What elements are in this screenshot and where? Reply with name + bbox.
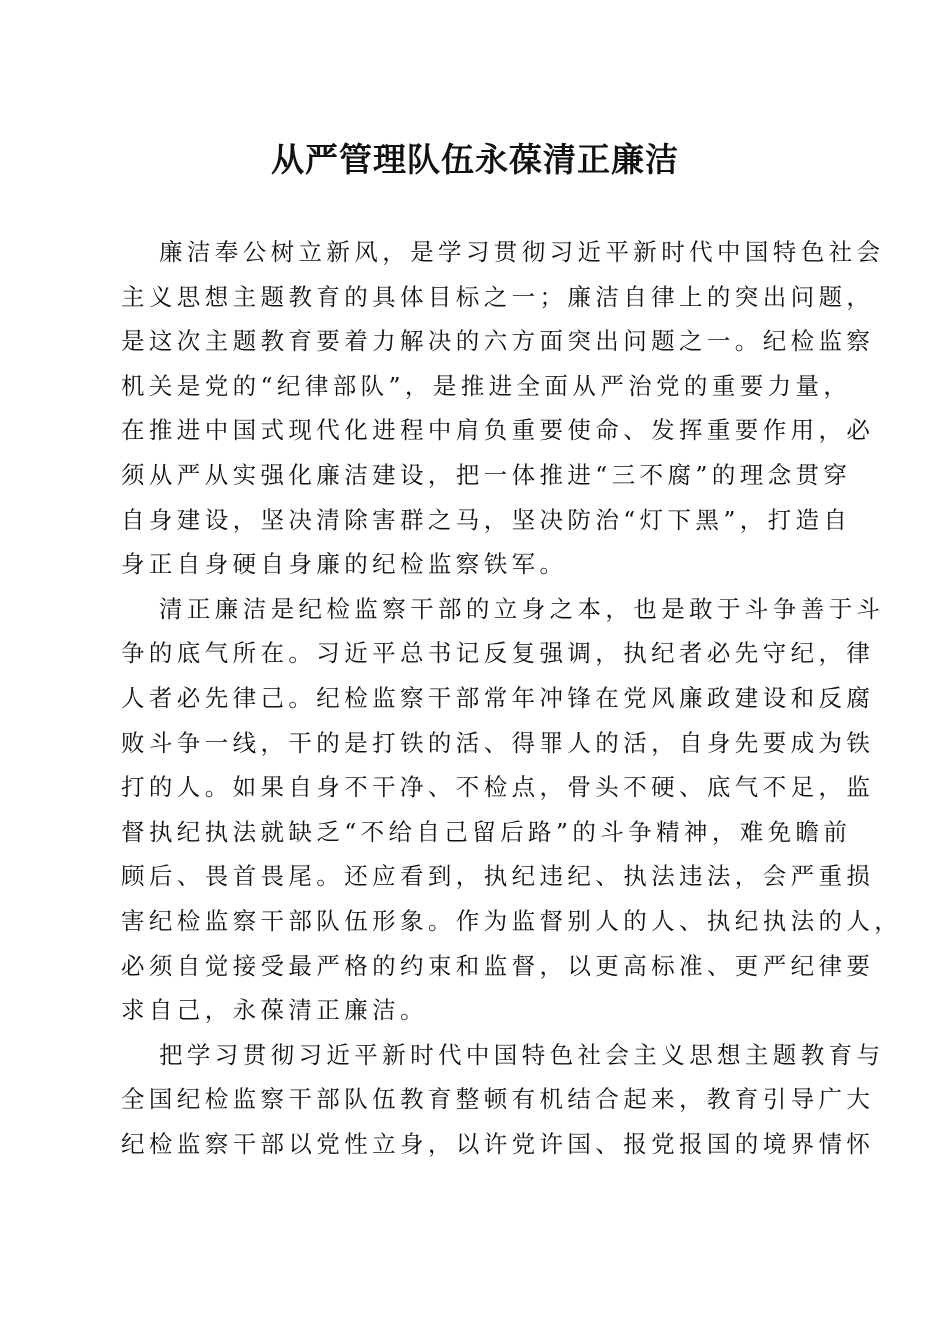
text-line: 打的人。如果自身不干净、不检点，骨头不硬、底气不足，监	[121, 773, 875, 802]
text-line: 求自己，永葆清正廉洁。	[121, 996, 428, 1025]
text-line: 须从严从实强化廉洁建设，把一体推进“三不腐”的理念贯穿	[121, 460, 852, 489]
text-line: 机关是党的“纪律部队”，是推进全面从严治党的重要力量，	[121, 371, 852, 400]
text-line: 争的底气所在。习近平总书记反复强调，执纪者必先守纪，律	[121, 639, 875, 668]
text-line: 必须自觉接受最严格的约束和监督，以更高标准、更严纪律要	[121, 951, 875, 980]
text-line: 败斗争一线，干的是打铁的活、得罪人的活，自身先要成为铁	[121, 728, 875, 757]
text-line: 把学习贯彻习近平新时代中国特色社会主义思想主题教育与	[159, 1040, 885, 1069]
text-line: 害纪检监察干部队伍形象。作为监督别人的人、执纪执法的人，	[121, 906, 903, 935]
document-body	[121, 230, 903, 1166]
paragraph-1	[121, 230, 885, 587]
text-line: 督执纪执法就缺乏“不给自己留后路”的斗争精神，难免瞻前	[121, 817, 852, 846]
text-line: 身正自身硬自身廉的纪检监察铁军。	[121, 550, 568, 579]
text-line: 清正廉洁是纪检监察干部的立身之本，也是敢于斗争善于斗	[159, 594, 885, 623]
text-line: 纪检监察干部以党性立身，以许党许国、报党报国的境界情怀	[121, 1129, 875, 1158]
text-line: 顾后、畏首畏尾。还应看到，执纪违纪、执法违法，会严重损	[121, 862, 875, 891]
text-line: 是这次主题教育要着力解决的六方面突出问题之一。纪检监察	[121, 327, 875, 356]
text-line: 人者必先律己。纪检监察干部常年冲锋在党风廉政建设和反腐	[121, 683, 875, 712]
paragraph-3	[121, 1033, 885, 1167]
text-line: 在推进中国式现代化进程中肩负重要使命、发挥重要作用，必	[121, 416, 875, 445]
text-line: 全国纪检监察干部队伍教育整顿有机结合起来，教育引导广大	[121, 1085, 875, 1114]
document-title: 从严管理队伍永葆清正廉洁	[271, 140, 679, 179]
paragraph-2	[121, 587, 903, 1033]
text-line: 廉洁奉公树立新风，是学习贯彻习近平新时代中国特色社会	[159, 238, 885, 266]
text-line: 主义思想主题教育的具体目标之一；廉洁自律上的突出问题，	[121, 282, 875, 311]
text-line: 自身建设，坚决清除害群之马，坚决防治“灯下黑”，打造自	[121, 505, 852, 534]
